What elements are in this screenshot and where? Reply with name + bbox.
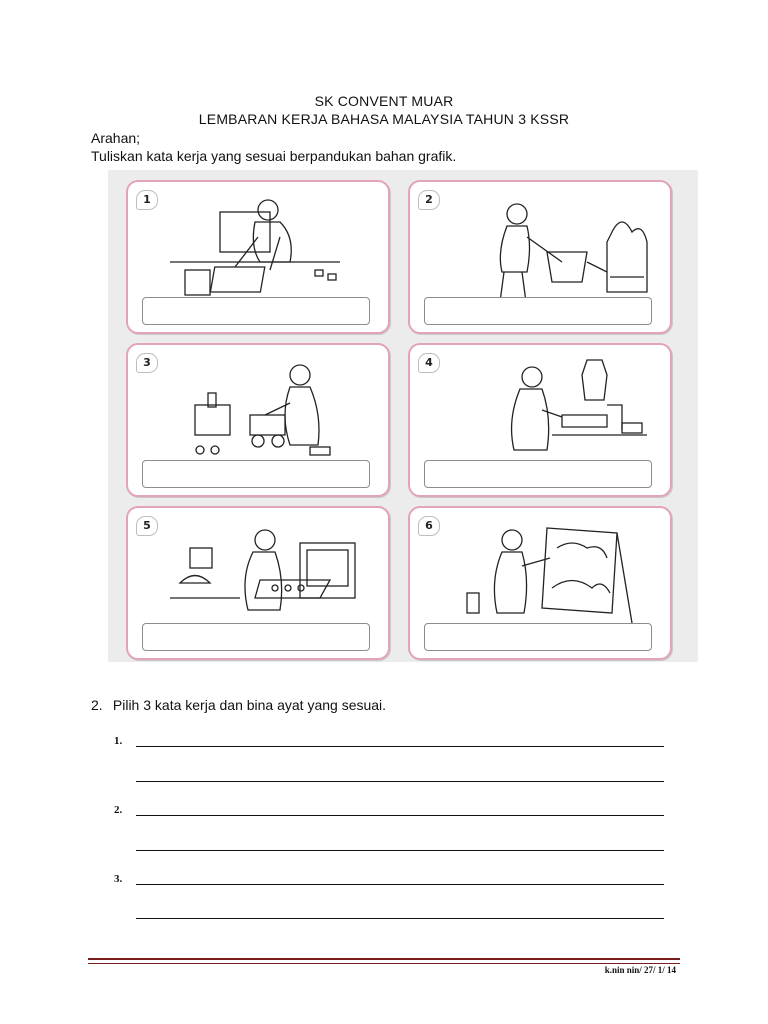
footer-signature: k.nin nin/ 27/ 1/ 14 [604,965,676,975]
answer-box-6[interactable] [424,623,652,651]
answer-box-4[interactable] [424,460,652,488]
writing-rule [136,746,664,747]
answer-line-3[interactable] [114,873,674,889]
panel-5 [126,506,390,660]
answer-line-3b[interactable] [114,907,674,923]
answer-box-2[interactable] [424,297,652,325]
boy-building-toy-icon [140,355,374,465]
answer-box-1[interactable] [142,297,370,325]
line-number: 3. [114,873,123,885]
writing-rule [136,850,664,851]
panel-4 [408,343,672,497]
instruction-text: Tuliskan kata kerja yang sesuai berpandukan bahan grafik. [91,148,457,164]
panel-3 [126,343,390,497]
boy-watering-plants-icon [422,192,656,302]
panel-number: 1 [136,190,158,210]
answer-line-1[interactable] [114,735,674,751]
question-number: 2. [91,697,103,713]
worksheet-title: LEMBARAN KERJA BAHASA MALAYSIA TAHUN 3 KSSR [198,111,570,127]
answer-line-2[interactable] [114,804,674,820]
question-2 [91,697,386,713]
answer-line-2b[interactable] [114,839,674,855]
panel-2 [408,180,672,334]
panel-number: 5 [136,516,158,536]
answer-box-5[interactable] [142,623,370,651]
picture-grid [108,170,698,662]
girl-painting-icon [422,518,656,628]
line-number: 1. [114,735,123,747]
writing-rule [136,781,664,782]
panel-number: 6 [418,516,440,536]
question-text: Pilih 3 kata kerja dan bina ayat yang sesuai. [112,697,387,713]
panel-number: 2 [418,190,440,210]
writing-rule [136,884,664,885]
instruction-label: Arahan; [91,130,141,146]
panel-1 [126,180,390,334]
answer-box-3[interactable] [142,460,370,488]
school-name: SK CONVENT MUAR [314,93,454,109]
writing-rule [136,918,664,919]
panel-6 [408,506,672,660]
line-number: 2. [114,804,123,816]
boy-puzzle-icon [140,192,374,302]
panel-number: 4 [418,353,440,373]
footer-divider [88,958,680,964]
panel-number: 3 [136,353,158,373]
writing-rule [136,815,664,816]
answer-line-1b[interactable] [114,770,674,786]
girl-baking-icon [140,518,374,628]
woman-sewing-icon [422,355,656,465]
